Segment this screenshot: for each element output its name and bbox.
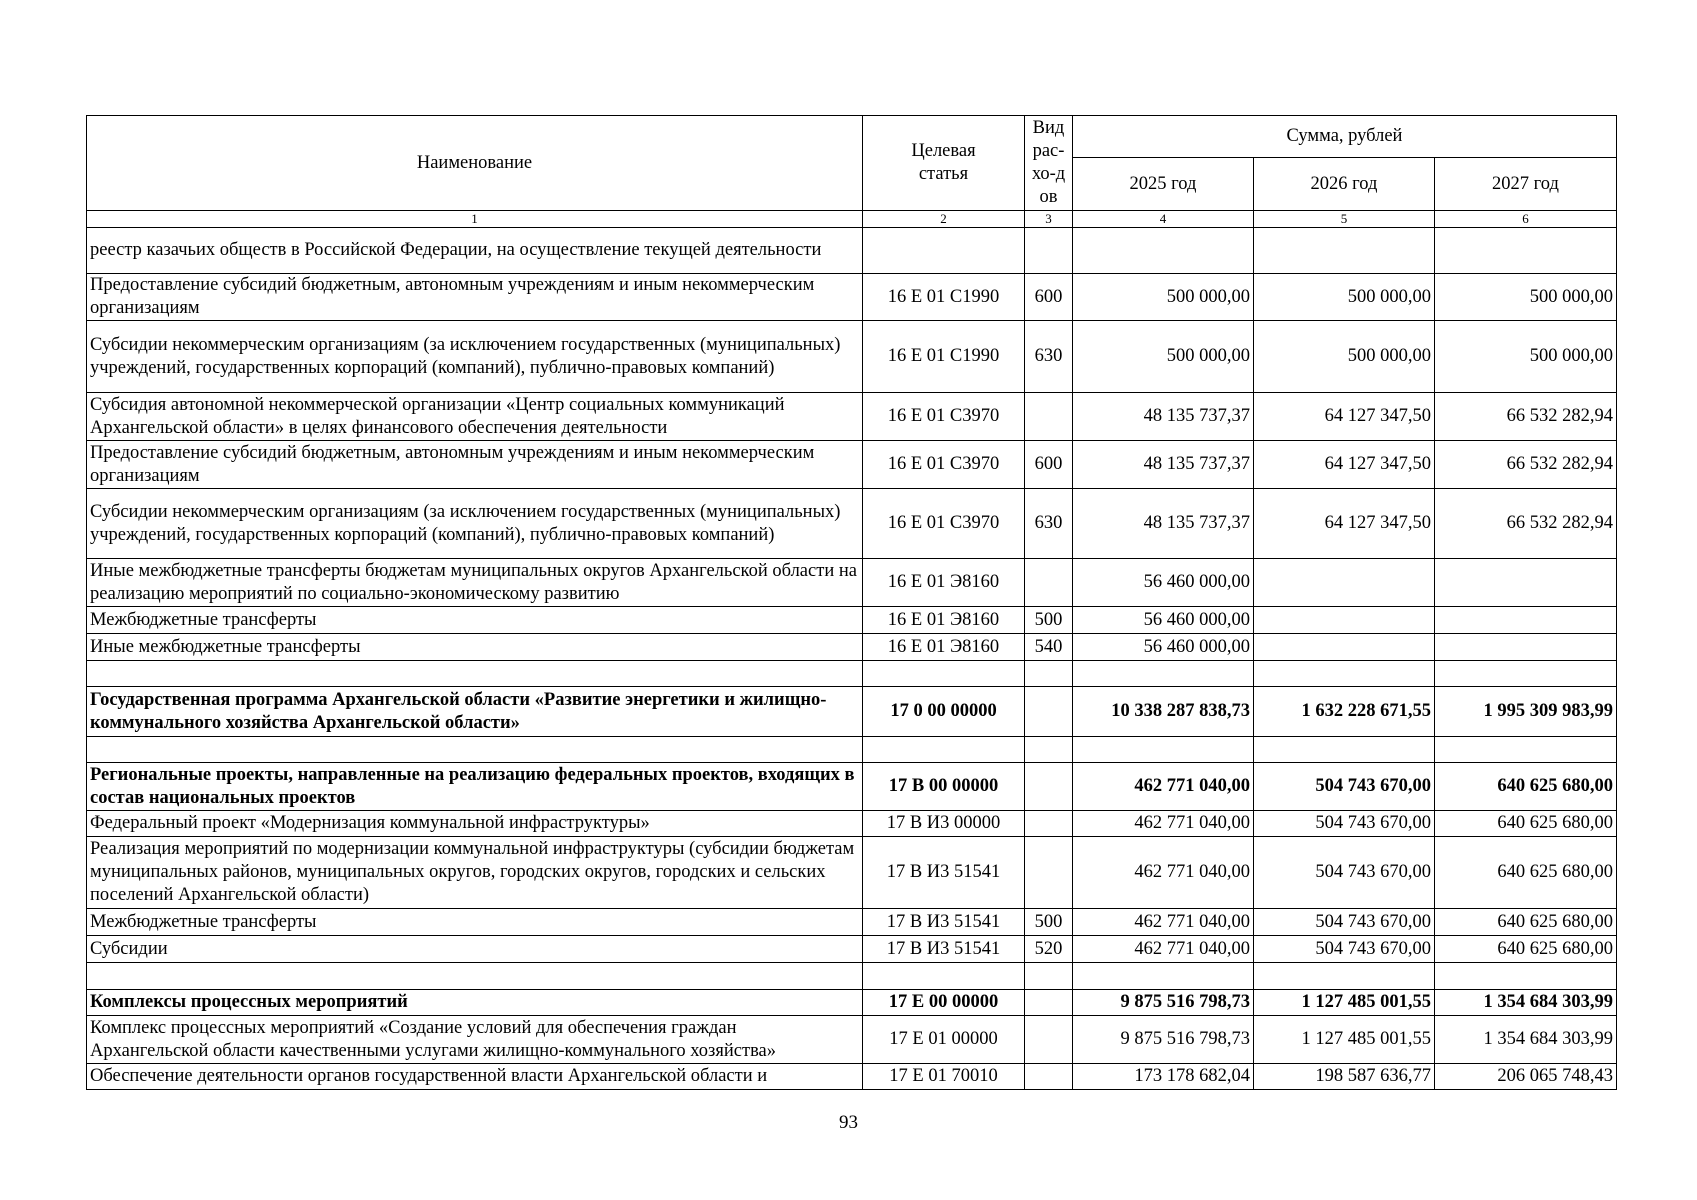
row-sum-2025 [1073,228,1254,274]
row-target-article: 17 Е 01 00000 [863,1016,1025,1064]
row-sum-2026: 500 000,00 [1254,274,1435,321]
row-name: реестр казачьих обществ в Российской Федерации, на осуществление текущей деятельности [87,228,863,274]
table-row [87,559,1617,607]
row-sum-2026 [1254,634,1435,661]
row-name: Субсидии некоммерческим организациям (за исключением государственных (муниципальных) учреждений, государственных корпораций (компаний), публично-правовых компаний) [87,489,863,559]
table-row [87,1064,1617,1090]
table-row [87,936,1617,963]
table-row [87,990,1617,1016]
row-expense-type: 600 [1025,274,1073,321]
table-row [87,963,1617,990]
row-expense-type [1025,687,1073,737]
row-sum-2026 [1254,963,1435,990]
row-name: Обеспечение деятельности органов государственной власти Архангельской области и [87,1064,863,1090]
row-sum-2025: 10 338 287 838,73 [1073,687,1254,737]
row-sum-2027 [1435,737,1617,763]
row-sum-2026 [1254,737,1435,763]
row-sum-2026 [1254,559,1435,607]
row-target-article: 17 В И3 51541 [863,837,1025,909]
col-index: 5 [1254,211,1435,228]
row-name: Федеральный проект «Модернизация коммунальной инфраструктуры» [87,811,863,837]
row-name: Региональные проекты, направленные на реализацию федеральных проектов, входящих в состав национальных проектов [87,763,863,811]
row-sum-2027: 206 065 748,43 [1435,1064,1617,1090]
row-sum-2027: 66 532 282,94 [1435,441,1617,489]
row-sum-2027: 1 354 684 303,99 [1435,990,1617,1016]
row-name [87,661,863,687]
row-target-article: 17 Е 01 70010 [863,1064,1025,1090]
row-sum-2026 [1254,607,1435,634]
row-sum-2025: 56 460 000,00 [1073,607,1254,634]
row-sum-2025: 56 460 000,00 [1073,634,1254,661]
header-2026: 2026 год [1254,158,1435,211]
row-sum-2025: 9 875 516 798,73 [1073,990,1254,1016]
col-index: 4 [1073,211,1254,228]
row-sum-2026: 504 743 670,00 [1254,837,1435,909]
row-sum-2025: 462 771 040,00 [1073,811,1254,837]
row-expense-type [1025,393,1073,441]
row-expense-type: 520 [1025,936,1073,963]
row-sum-2025: 48 135 737,37 [1073,393,1254,441]
header-name: Наименование [87,116,863,211]
row-target-article: 16 Е 01 С1990 [863,321,1025,393]
row-expense-type [1025,1016,1073,1064]
row-sum-2027 [1435,559,1617,607]
row-expense-type [1025,837,1073,909]
row-target-article: 17 В И3 51541 [863,909,1025,936]
row-sum-2026: 1 127 485 001,55 [1254,990,1435,1016]
table-row [87,321,1617,393]
table-row [87,837,1617,909]
table-row [87,909,1617,936]
row-sum-2027: 66 532 282,94 [1435,489,1617,559]
row-target-article: 17 В И3 51541 [863,936,1025,963]
row-expense-type [1025,661,1073,687]
row-expense-type: 500 [1025,607,1073,634]
table-row [87,489,1617,559]
row-sum-2027: 500 000,00 [1435,274,1617,321]
row-expense-type [1025,737,1073,763]
row-sum-2025 [1073,963,1254,990]
row-sum-2027: 640 625 680,00 [1435,763,1617,811]
row-sum-2025: 173 178 682,04 [1073,1064,1254,1090]
row-expense-type: 630 [1025,321,1073,393]
row-name: Субсидии некоммерческим организациям (за исключением государственных (муниципальных) учреждений, государственных корпораций (компаний), публично-правовых компаний) [87,321,863,393]
row-expense-type [1025,763,1073,811]
table-row [87,393,1617,441]
row-name: Комплексы процессных мероприятий [87,990,863,1016]
row-sum-2027: 1 354 684 303,99 [1435,1016,1617,1064]
row-expense-type [1025,811,1073,837]
row-sum-2027 [1435,228,1617,274]
table-row [87,607,1617,634]
row-sum-2026: 504 743 670,00 [1254,909,1435,936]
row-expense-type: 630 [1025,489,1073,559]
table-row [87,441,1617,489]
row-sum-2027 [1435,963,1617,990]
row-sum-2025: 48 135 737,37 [1073,441,1254,489]
row-sum-2025: 462 771 040,00 [1073,837,1254,909]
row-name: Иные межбюджетные трансферты [87,634,863,661]
row-sum-2025: 462 771 040,00 [1073,909,1254,936]
table-body [87,228,1617,1090]
row-expense-type: 500 [1025,909,1073,936]
row-name [87,737,863,763]
row-expense-type [1025,990,1073,1016]
row-name: Межбюджетные трансферты [87,909,863,936]
row-name: Иные межбюджетные трансферты бюджетам муниципальных округов Архангельской области на реализацию мероприятий по социально-экономическому развитию [87,559,863,607]
row-sum-2027 [1435,607,1617,634]
row-name: Межбюджетные трансферты [87,607,863,634]
table-row [87,763,1617,811]
row-expense-type [1025,559,1073,607]
table-row [87,737,1617,763]
table-row [87,634,1617,661]
row-sum-2027: 500 000,00 [1435,321,1617,393]
table-row [87,687,1617,737]
row-sum-2026: 64 127 347,50 [1254,393,1435,441]
row-target-article [863,661,1025,687]
row-expense-type: 540 [1025,634,1073,661]
row-sum-2026: 504 743 670,00 [1254,936,1435,963]
row-sum-2025 [1073,661,1254,687]
row-sum-2025: 56 460 000,00 [1073,559,1254,607]
row-target-article: 16 Е 01 Э8160 [863,607,1025,634]
row-sum-2027: 66 532 282,94 [1435,393,1617,441]
row-sum-2026: 64 127 347,50 [1254,489,1435,559]
row-target-article: 17 В 00 00000 [863,763,1025,811]
column-index-row [87,211,1617,228]
row-target-article: 16 Е 01 С3970 [863,489,1025,559]
row-target-article: 16 Е 01 С3970 [863,441,1025,489]
header-expense-type: Вид рас-хо-дов [1025,116,1073,211]
table-row [87,274,1617,321]
row-sum-2025: 48 135 737,37 [1073,489,1254,559]
row-sum-2025: 462 771 040,00 [1073,763,1254,811]
row-sum-2026 [1254,661,1435,687]
row-sum-2026: 504 743 670,00 [1254,763,1435,811]
row-expense-type [1025,228,1073,274]
header-2027: 2027 год [1435,158,1617,211]
row-target-article [863,228,1025,274]
row-sum-2025: 9 875 516 798,73 [1073,1016,1254,1064]
row-name: Комплекс процессных мероприятий «Создание условий для обеспечения граждан Архангельской области качественными услугами жилищно-коммунального хозяйства» [87,1016,863,1064]
col-index: 1 [87,211,863,228]
row-name: Реализация мероприятий по модернизации коммунальной инфраструктуры (субсидии бюджетам муниципальных районов, муниципальных округов, городских округов, городских и сельских поселений Архангельской области) [87,837,863,909]
row-expense-type [1025,1064,1073,1090]
row-sum-2026: 198 587 636,77 [1254,1064,1435,1090]
row-name [87,963,863,990]
col-index: 2 [863,211,1025,228]
row-expense-type: 600 [1025,441,1073,489]
row-target-article: 17 Е 00 00000 [863,990,1025,1016]
budget-table [86,115,1617,1090]
row-sum-2027 [1435,661,1617,687]
row-name: Субсидии [87,936,863,963]
row-sum-2025: 500 000,00 [1073,321,1254,393]
table-row [87,228,1617,274]
row-sum-2027 [1435,634,1617,661]
row-target-article: 16 Е 01 Э8160 [863,559,1025,607]
row-target-article: 16 Е 01 С3970 [863,393,1025,441]
row-expense-type [1025,963,1073,990]
header-target-article: Целевая статья [863,116,1025,211]
row-sum-2026: 504 743 670,00 [1254,811,1435,837]
row-target-article: 16 Е 01 Э8160 [863,634,1025,661]
row-sum-2027: 1 995 309 983,99 [1435,687,1617,737]
row-name: Государственная программа Архангельской области «Развитие энергетики и жилищно-коммунального хозяйства Архангельской области» [87,687,863,737]
row-sum-2026: 1 127 485 001,55 [1254,1016,1435,1064]
row-target-article: 17 0 00 00000 [863,687,1025,737]
table-row [87,661,1617,687]
col-index: 6 [1435,211,1617,228]
row-name: Предоставление субсидий бюджетным, автономным учреждениям и иным некоммерческим организациям [87,274,863,321]
header-sum: Сумма, рублей [1073,116,1617,158]
row-target-article [863,737,1025,763]
row-sum-2027: 640 625 680,00 [1435,936,1617,963]
row-target-article: 17 В И3 00000 [863,811,1025,837]
page-number: 93 [839,1112,858,1133]
row-sum-2026: 500 000,00 [1254,321,1435,393]
col-index: 3 [1025,211,1073,228]
row-sum-2027: 640 625 680,00 [1435,811,1617,837]
table-row [87,811,1617,837]
row-sum-2026 [1254,228,1435,274]
row-sum-2027: 640 625 680,00 [1435,909,1617,936]
row-sum-2027: 640 625 680,00 [1435,837,1617,909]
row-sum-2026: 64 127 347,50 [1254,441,1435,489]
header-2025: 2025 год [1073,158,1254,211]
row-sum-2025: 462 771 040,00 [1073,936,1254,963]
table-row [87,1016,1617,1064]
row-target-article: 16 Е 01 С1990 [863,274,1025,321]
row-name: Субсидия автономной некоммерческой организации «Центр социальных коммуникаций Архангельской области» в целях финансового обеспечения деятельности [87,393,863,441]
row-sum-2025: 500 000,00 [1073,274,1254,321]
row-target-article [863,963,1025,990]
row-sum-2025 [1073,737,1254,763]
row-sum-2026: 1 632 228 671,55 [1254,687,1435,737]
row-name: Предоставление субсидий бюджетным, автономным учреждениям и иным некоммерческим организациям [87,441,863,489]
